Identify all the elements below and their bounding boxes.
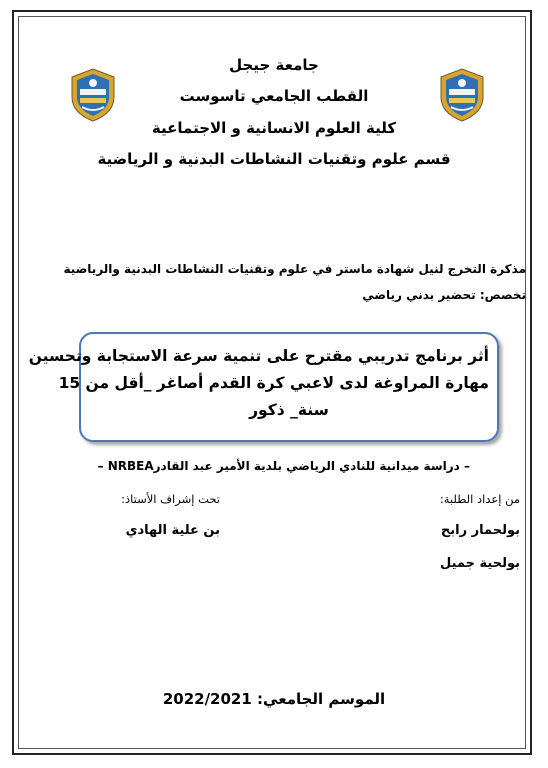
academic-year-value: 2022/2021	[162, 690, 252, 708]
student-name: بولحية جميل	[440, 556, 520, 571]
academic-year	[0, 690, 548, 708]
thesis-title-line-2: مهارة المراوغة لدى لاعبي كرة القدم أصاغر _أقل من 15	[58, 374, 489, 392]
department-name: قسم علوم وتقنيات النشاطات البدنية و الرياضية	[97, 150, 451, 168]
academic-year-label: الموسم الجامعي:	[257, 690, 386, 708]
supervisor-name: بن علية الهادي	[125, 523, 220, 538]
thesis-title-line-1: أثر برنامج تدريبي مقترح على تنمية سرعة الاستجابة وتحسين	[28, 347, 489, 365]
faculty-name: كلية العلوم الانسانية و الاجتماعية	[151, 119, 397, 137]
university-name: جامعة جيجل	[229, 56, 319, 74]
memo-specialty: تخصص: تحضير بدني رياضي	[362, 288, 526, 302]
thesis-title-line-3: سنة_ ذكور	[249, 401, 329, 419]
supervisor-label: تحت إشراف الأستاذ:	[121, 492, 220, 506]
study-subtitle: – دراسة ميدانية للنادي الرياضي بلدية الأمير عبد القادرNRBEA –	[97, 459, 470, 473]
memo-description: مذكرة التخرج لنيل شهادة ماستر في علوم وتقنيات النشاطات البدنية والرياضية	[63, 262, 526, 276]
thesis-title-box	[28, 332, 499, 442]
students-label: من إعداد الطلبة:	[439, 492, 520, 506]
student-name: بولحمار رابح	[440, 523, 520, 538]
campus-name: القطب الجامعي تاسوست	[179, 87, 369, 105]
